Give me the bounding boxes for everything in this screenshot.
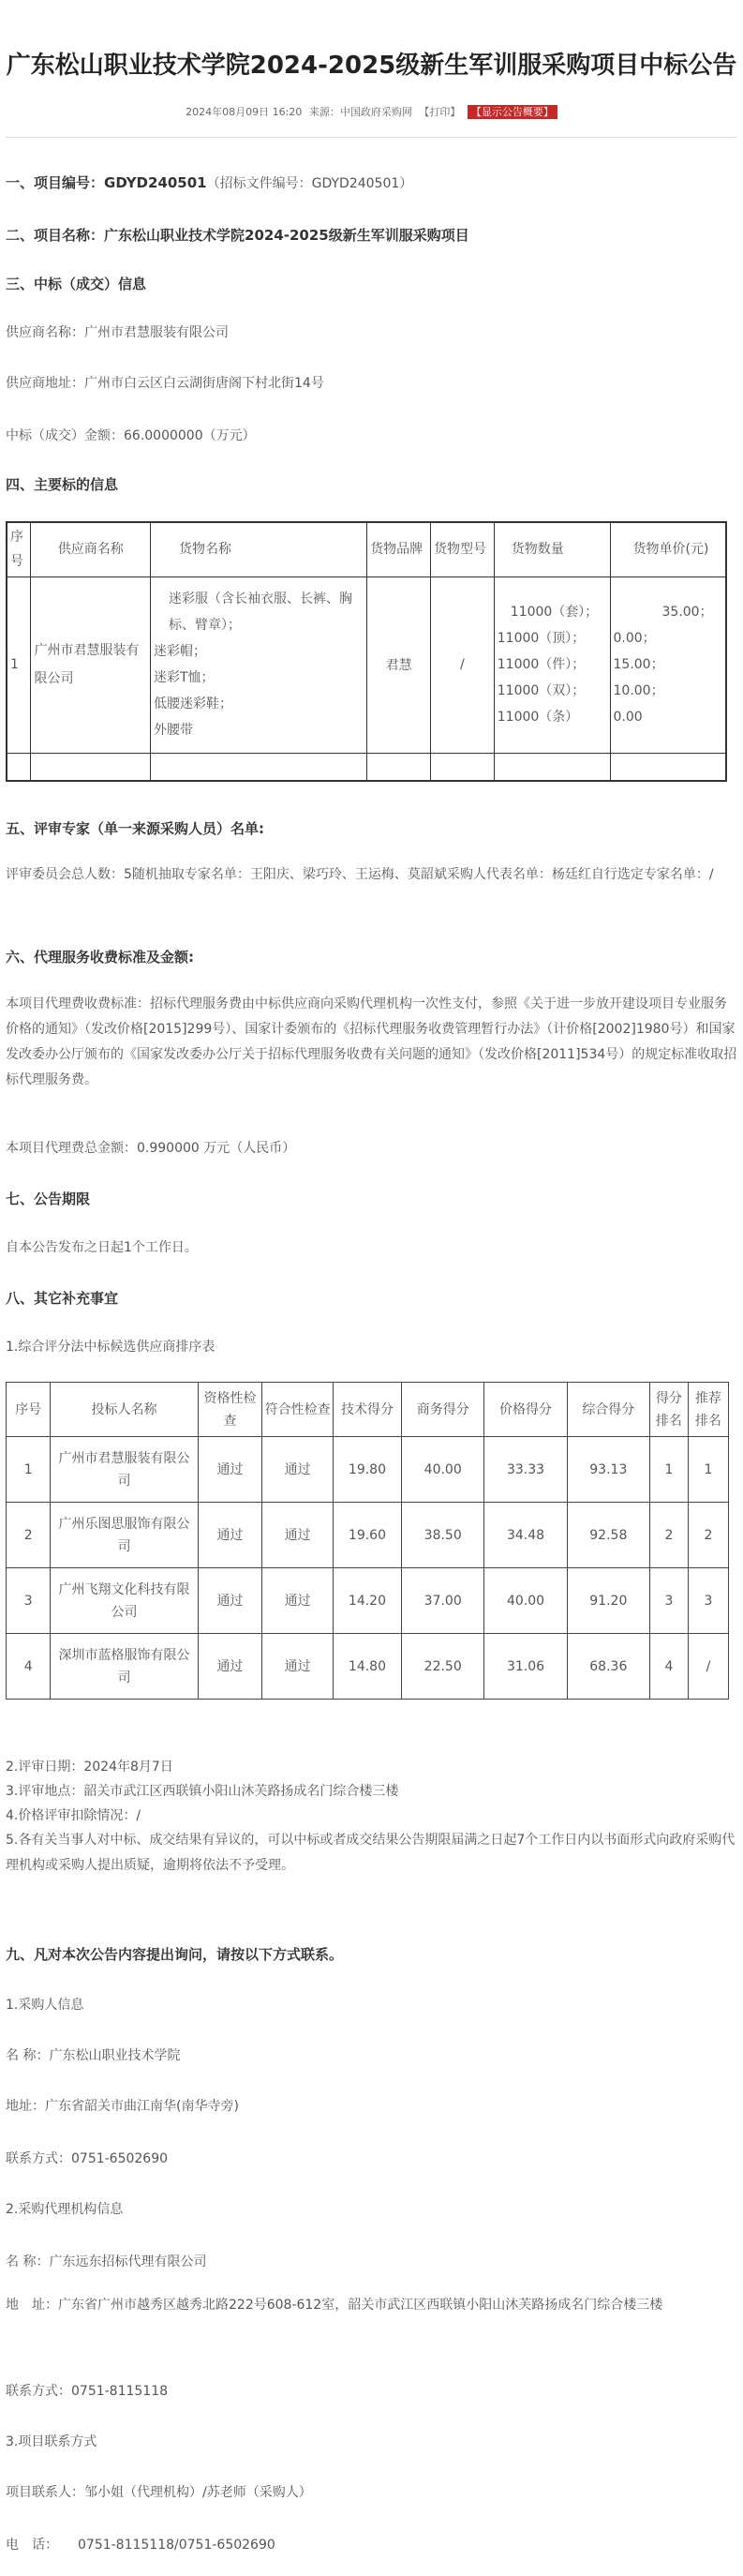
publish-source: 来源：中国政府采购网 (308, 106, 412, 118)
cell: 深圳市蓝格服饰有限公司 (51, 1634, 198, 1700)
agency-info-title: 2.采购代理机构信息 (6, 2202, 124, 2217)
table-empty-row (7, 753, 726, 781)
qty-line: 11000（件）； (497, 657, 586, 672)
main-items-table-wrap (6, 521, 737, 782)
cell: 14.20 (333, 1568, 401, 1634)
cell: 19.80 (333, 1437, 401, 1503)
cell: 40.00 (484, 1568, 567, 1634)
review-location: 3.评审地点：韶关市武江区西联镇小阳山沐芙路扬成名门综合楼三楼 (6, 1784, 399, 1799)
section-award-heading: 三、中标（成交）信息 (6, 276, 147, 292)
table-header-row (7, 522, 726, 577)
cell: 3 (649, 1568, 688, 1634)
cell: 91.20 (567, 1568, 649, 1634)
cell: 38.50 (402, 1503, 484, 1568)
supplier-name: 供应商名称：广州市君慧服装有限公司 (6, 325, 229, 340)
cell-model: / (430, 577, 494, 753)
cell: 通过 (262, 1437, 333, 1503)
cell: 2 (688, 1503, 728, 1568)
section-main-items-heading: 四、主要标的信息 (6, 476, 119, 493)
col-header: 价格得分 (484, 1383, 567, 1437)
price-line: 10.00； (613, 683, 664, 698)
cell: 37.00 (402, 1568, 484, 1634)
col-header: 货物单价(元) (610, 522, 726, 577)
cell: 通过 (262, 1568, 333, 1634)
project-contact-person: 项目联系人：邹小姐（代理机构）/苏老师（采购人） (6, 2485, 312, 2500)
cell-goods (150, 577, 366, 753)
purchaser-address: 地址：广东省韶关市曲江南华(南华寺旁) (6, 2099, 239, 2114)
page-title: 广东松山职业技术学院2024-2025级新生军训服采购项目中标公告 (6, 52, 737, 80)
publish-meta (6, 105, 737, 120)
title-divider (6, 137, 737, 138)
announcement-period: 自本公告发布之日起1个工作日。 (6, 1240, 198, 1255)
cell-supplier: 广州市君慧服装有限公司 (31, 577, 151, 753)
table-row (7, 1437, 729, 1503)
agency-name: 名 称：广东远东招标代理有限公司 (6, 2254, 207, 2269)
cell: 93.13 (567, 1437, 649, 1503)
cell: 通过 (262, 1503, 333, 1568)
cell: 31.06 (484, 1634, 567, 1700)
table-row (7, 577, 726, 753)
price-line: 15.00； (613, 657, 664, 672)
qty-line: 11000（条） (497, 710, 579, 725)
col-header: 综合得分 (567, 1383, 649, 1437)
cell: 92.58 (567, 1503, 649, 1568)
table-row (7, 1634, 729, 1700)
purchaser-name: 名 称：广东松山职业技术学院 (6, 2048, 181, 2063)
publish-datetime: 2024年08月09日 16:20 (186, 106, 303, 118)
cell: / (688, 1634, 728, 1700)
project-code: GDYD240501 (104, 174, 207, 191)
cell: 3 (688, 1568, 728, 1634)
col-header: 资格性检查 (198, 1383, 262, 1437)
print-link[interactable]: 【打印】 (419, 106, 461, 118)
table-row (7, 1568, 729, 1634)
review-date: 2.评审日期：2024年8月7日 (6, 1760, 173, 1775)
table-row (7, 1503, 729, 1568)
price-line: 0.00； (613, 631, 656, 646)
col-header: 符合性检查 (262, 1383, 333, 1437)
cell: 2 (649, 1503, 688, 1568)
col-header: 商务得分 (402, 1383, 484, 1437)
agency-contact: 联系方式：0751-8115118 (6, 2384, 169, 2399)
supplier-address: 供应商地址：广州市白云区白云湖街唐阁下村北街14号 (6, 376, 324, 391)
cell: 3 (7, 1568, 51, 1634)
col-header: 货物数量 (494, 522, 610, 577)
cell: 22.50 (402, 1634, 484, 1700)
cell: 14.80 (333, 1634, 401, 1700)
cell-no: 1 (7, 577, 31, 753)
qty-line: 11000（顶）； (497, 631, 586, 646)
cell-price (610, 577, 726, 753)
col-header: 供应商名称 (31, 522, 151, 577)
section-project-code (6, 172, 737, 194)
purchaser-info-title: 1.采购人信息 (6, 1998, 84, 2013)
col-header: 技术得分 (333, 1383, 401, 1437)
cell: 通过 (262, 1634, 333, 1700)
col-header: 序号 (7, 522, 31, 577)
cell: 4 (649, 1634, 688, 1700)
col-header: 货物名称 (150, 522, 366, 577)
ranking-table-wrap (6, 1382, 737, 1700)
qty-line: 11000（双）； (497, 683, 586, 698)
goods-line: 低腰迷彩鞋； (153, 696, 232, 711)
col-header: 投标人名称 (51, 1383, 198, 1437)
cell: 19.60 (333, 1503, 401, 1568)
cell: 4 (7, 1634, 51, 1700)
agency-address: 地 址：广东省广州市越秀区越秀北路222号608-612室，韶关市武江区西联镇小阳山沐芙路扬成名门综合楼三楼 (6, 2298, 663, 2313)
col-header: 货物型号 (430, 522, 494, 577)
col-header: 得分排名 (649, 1383, 688, 1437)
col-header: 货物品牌 (367, 522, 431, 577)
goods-line: 迷彩服（含长袖衣服、长裤、胸标、臂章）； (168, 592, 352, 633)
col-header: 推荐排名 (688, 1383, 728, 1437)
goods-line: 外腰带 (153, 723, 193, 738)
cell-brand: 君慧 (367, 577, 431, 753)
ranking-table-title: 1.综合评分法中标候选供应商排序表 (6, 1340, 215, 1355)
cell: 通过 (198, 1568, 262, 1634)
ranking-header-row (7, 1383, 729, 1437)
goods-line: 迷彩帽； (153, 644, 206, 659)
cell-quantity (494, 577, 610, 753)
project-code-prefix: 一、项目编号： (6, 174, 105, 191)
show-summary-button[interactable]: 【显示公告概要】 (468, 105, 557, 119)
experts-list: 评审委员会总人数：5随机抽取专家名单：王阳庆、梁巧玲、王运梅、莫韶斌采购人代表名单：杨廷红自行选定专家名单：/ (6, 867, 714, 882)
cell: 广州乐图思服饰有限公司 (51, 1503, 198, 1568)
ranking-table (6, 1382, 729, 1700)
supplementary-notes (6, 1755, 737, 1879)
col-header: 序号 (7, 1383, 51, 1437)
cell: 通过 (198, 1634, 262, 1700)
objection-notice: 5.各有关当事人对中标、成交结果有异议的，可以中标或者成交结果公告期限届满之日起7个工作日内以书面形式向政府采购代理机构或采购人提出质疑，逾期将依法不予受理。 (6, 1833, 736, 1873)
project-contact-phone: 电 话： 0751-8115118/0751-6502690 (6, 2538, 275, 2553)
main-items-table (6, 521, 727, 782)
agency-fee-total: 本项目代理费总金额：0.990000 万元（人民币） (6, 1141, 296, 1156)
cell: 40.00 (402, 1437, 484, 1503)
cell: 1 (688, 1437, 728, 1503)
qty-line: 11000（套）； (510, 605, 599, 620)
cell: 34.48 (484, 1503, 567, 1568)
tender-doc-code: （招标文件编号：GDYD240501） (206, 176, 413, 191)
project-name-prefix: 二、项目名称： (6, 227, 105, 244)
cell: 33.33 (484, 1437, 567, 1503)
section-contact-heading: 九、凡对本次公告内容提出询问，请按以下方式联系。 (6, 1946, 344, 1963)
purchaser-contact: 联系方式：0751-6502690 (6, 2151, 169, 2166)
price-deduction: 4.价格评审扣除情况：/ (6, 1808, 141, 1823)
price-line: 0.00 (613, 710, 643, 725)
award-amount: 中标（成交）金额：66.0000000（万元） (6, 428, 256, 443)
goods-line: 迷彩T恤； (153, 670, 215, 685)
project-contact-title: 3.项目联系方式 (6, 2434, 97, 2449)
section-agency-fee-heading: 六、代理服务收费标准及金额: (6, 949, 194, 966)
section-other-heading: 八、其它补充事宜 (6, 1290, 119, 1307)
cell: 广州市君慧服装有限公司 (51, 1437, 198, 1503)
section-project-name (6, 225, 737, 246)
cell: 广州飞翔文化科技有限公司 (51, 1568, 198, 1634)
cell: 2 (7, 1503, 51, 1568)
project-name: 广东松山职业技术学院2024-2025级新生军训服采购项目 (104, 227, 469, 244)
cell: 通过 (198, 1503, 262, 1568)
section-experts-heading: 五、评审专家（单一来源采购人员）名单: (6, 820, 265, 837)
cell: 1 (7, 1437, 51, 1503)
section-period-heading: 七、公告期限 (6, 1191, 91, 1207)
price-line: 35.00； (661, 605, 713, 620)
cell: 1 (649, 1437, 688, 1503)
cell: 68.36 (567, 1634, 649, 1700)
agency-fee-standard: 本项目代理费收费标准：招标代理服务费由中标供应商向采购代理机构一次性支付，参照《关于进一步放开建设项目专业服务价格的通知》（发改价格[2015]299号）、国家计委颁布的《招标代理服务收费管理暂行办法》（计价格[2002]1980号）和国家发改委办公厅颁布的《国家发改委办公厅关于招标代理服务收费有关问题的通知》（发改价格[2011]534号）的规定标准收取招标代理服务费。 (6, 996, 737, 1087)
cell: 通过 (198, 1437, 262, 1503)
